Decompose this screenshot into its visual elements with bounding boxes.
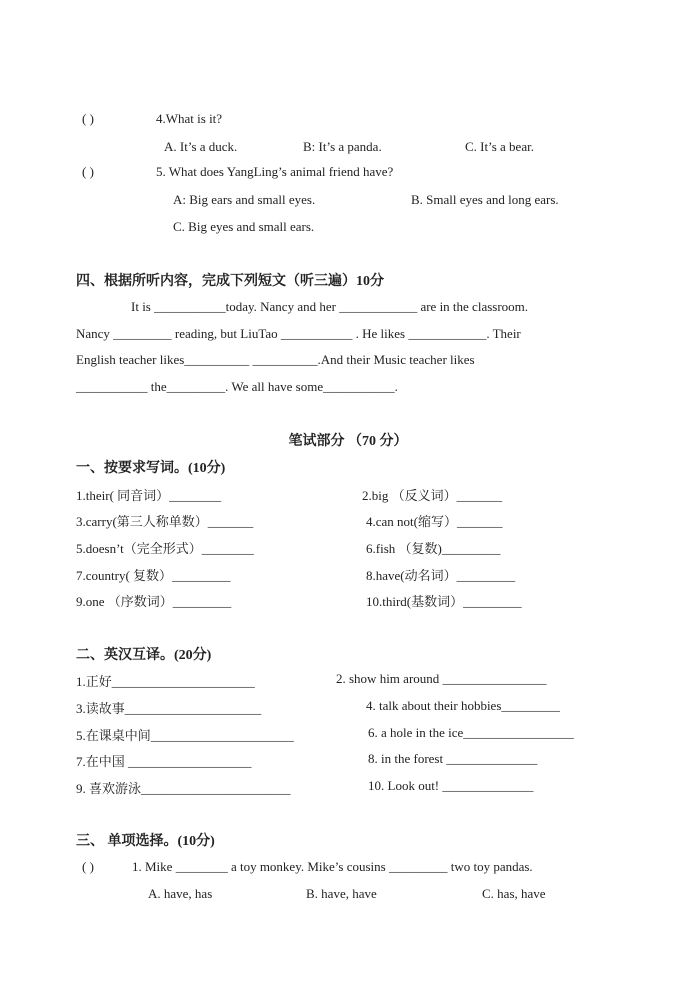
sec1-item-2[interactable]: 2.big （反义词）_______ [362,488,503,503]
sec2-item-1[interactable]: 1.正好______________________ [76,674,255,689]
q5-paren[interactable]: ( ) [82,164,94,179]
q5-option-b[interactable]: B. Small eyes and long ears. [411,192,559,207]
sec2-item-6[interactable]: 6. a hole in the ice_________________ [368,725,574,740]
part4-line-3[interactable]: English teacher likes__________ __________.And their Music teacher likes [76,352,475,367]
sec3-q1-option-b[interactable]: B. have, have [306,886,377,901]
sec2-item-8[interactable]: 8. in the forest ______________ [368,751,538,766]
part4-line-2[interactable]: Nancy _________ reading, but LiuTao ___________ . He likes ____________. Their [76,326,521,341]
part4-line-4[interactable]: ___________ the_________. We all have some___________. [76,379,398,394]
sec1-item-6[interactable]: 6.fish （复数)_________ [366,541,501,556]
written-title: 笔试部分 （70 分） [288,434,408,449]
q4-option-b[interactable]: B: It’s a panda. [303,139,382,154]
sec2-item-10[interactable]: 10. Look out! ______________ [368,778,534,793]
sec2-item-2[interactable]: 2. show him around ________________ [336,671,547,686]
sec2-item-3[interactable]: 3.读故事_____________________ [76,701,262,716]
sec2-heading: 二、英汉互译。(20分) [76,648,212,663]
sec1-item-3[interactable]: 3.carry(第三人称单数）_______ [76,514,254,529]
sec2-item-9[interactable]: 9. 喜欢游泳_______________________ [76,781,291,796]
q5-option-c[interactable]: C. Big eyes and small ears. [173,219,315,234]
sec3-q1-paren[interactable]: ( ) [82,859,94,874]
q4-option-a[interactable]: A. It’s a duck. [164,139,238,154]
sec3-q1-stem[interactable]: 1. Mike ________ a toy monkey. Mike’s cousins _________ two toy pandas. [132,859,533,874]
sec2-item-5[interactable]: 5.在课桌中间______________________ [76,728,294,743]
sec3-heading: 三、 单项选择。(10分) [76,834,215,849]
sec2-item-7[interactable]: 7.在中国 ___________________ [76,754,252,769]
sec1-item-5[interactable]: 5.doesn’t（完全形式）________ [76,541,254,556]
sec1-item-4[interactable]: 4.can not(缩写）_______ [366,514,503,529]
part4-line-1[interactable]: It is ___________today. Nancy and her ____________ are in the classroom. [131,299,529,314]
part4-heading: 四、根据所听内容，完成下列短文（听三遍）10分 [76,274,384,289]
sec1-item-10[interactable]: 10.third(基数词）_________ [366,594,522,609]
sec2-item-4[interactable]: 4. talk about their hobbies_________ [366,698,560,713]
sec3-q1-option-c[interactable]: C. has, have [482,886,546,901]
q4-stem: 4.What is it? [156,111,223,126]
q4-paren[interactable]: ( ) [82,111,94,126]
sec3-q1-option-a[interactable]: A. have, has [148,886,213,901]
sec1-item-8[interactable]: 8.have(动名词）_________ [366,568,516,583]
q5-stem: 5. What does YangLing’s animal friend have? [156,164,394,179]
q5-option-a[interactable]: A: Big ears and small eyes. [173,192,316,207]
sec1-heading: 一、按要求写词。(10分) [76,461,226,476]
sec1-item-1[interactable]: 1.their( 同音词）________ [76,488,222,503]
q4-option-c[interactable]: C. It’s a bear. [465,139,534,154]
sec1-item-7[interactable]: 7.country( 复数）_________ [76,568,231,583]
sec1-item-9[interactable]: 9.one （序数词）_________ [76,594,232,609]
